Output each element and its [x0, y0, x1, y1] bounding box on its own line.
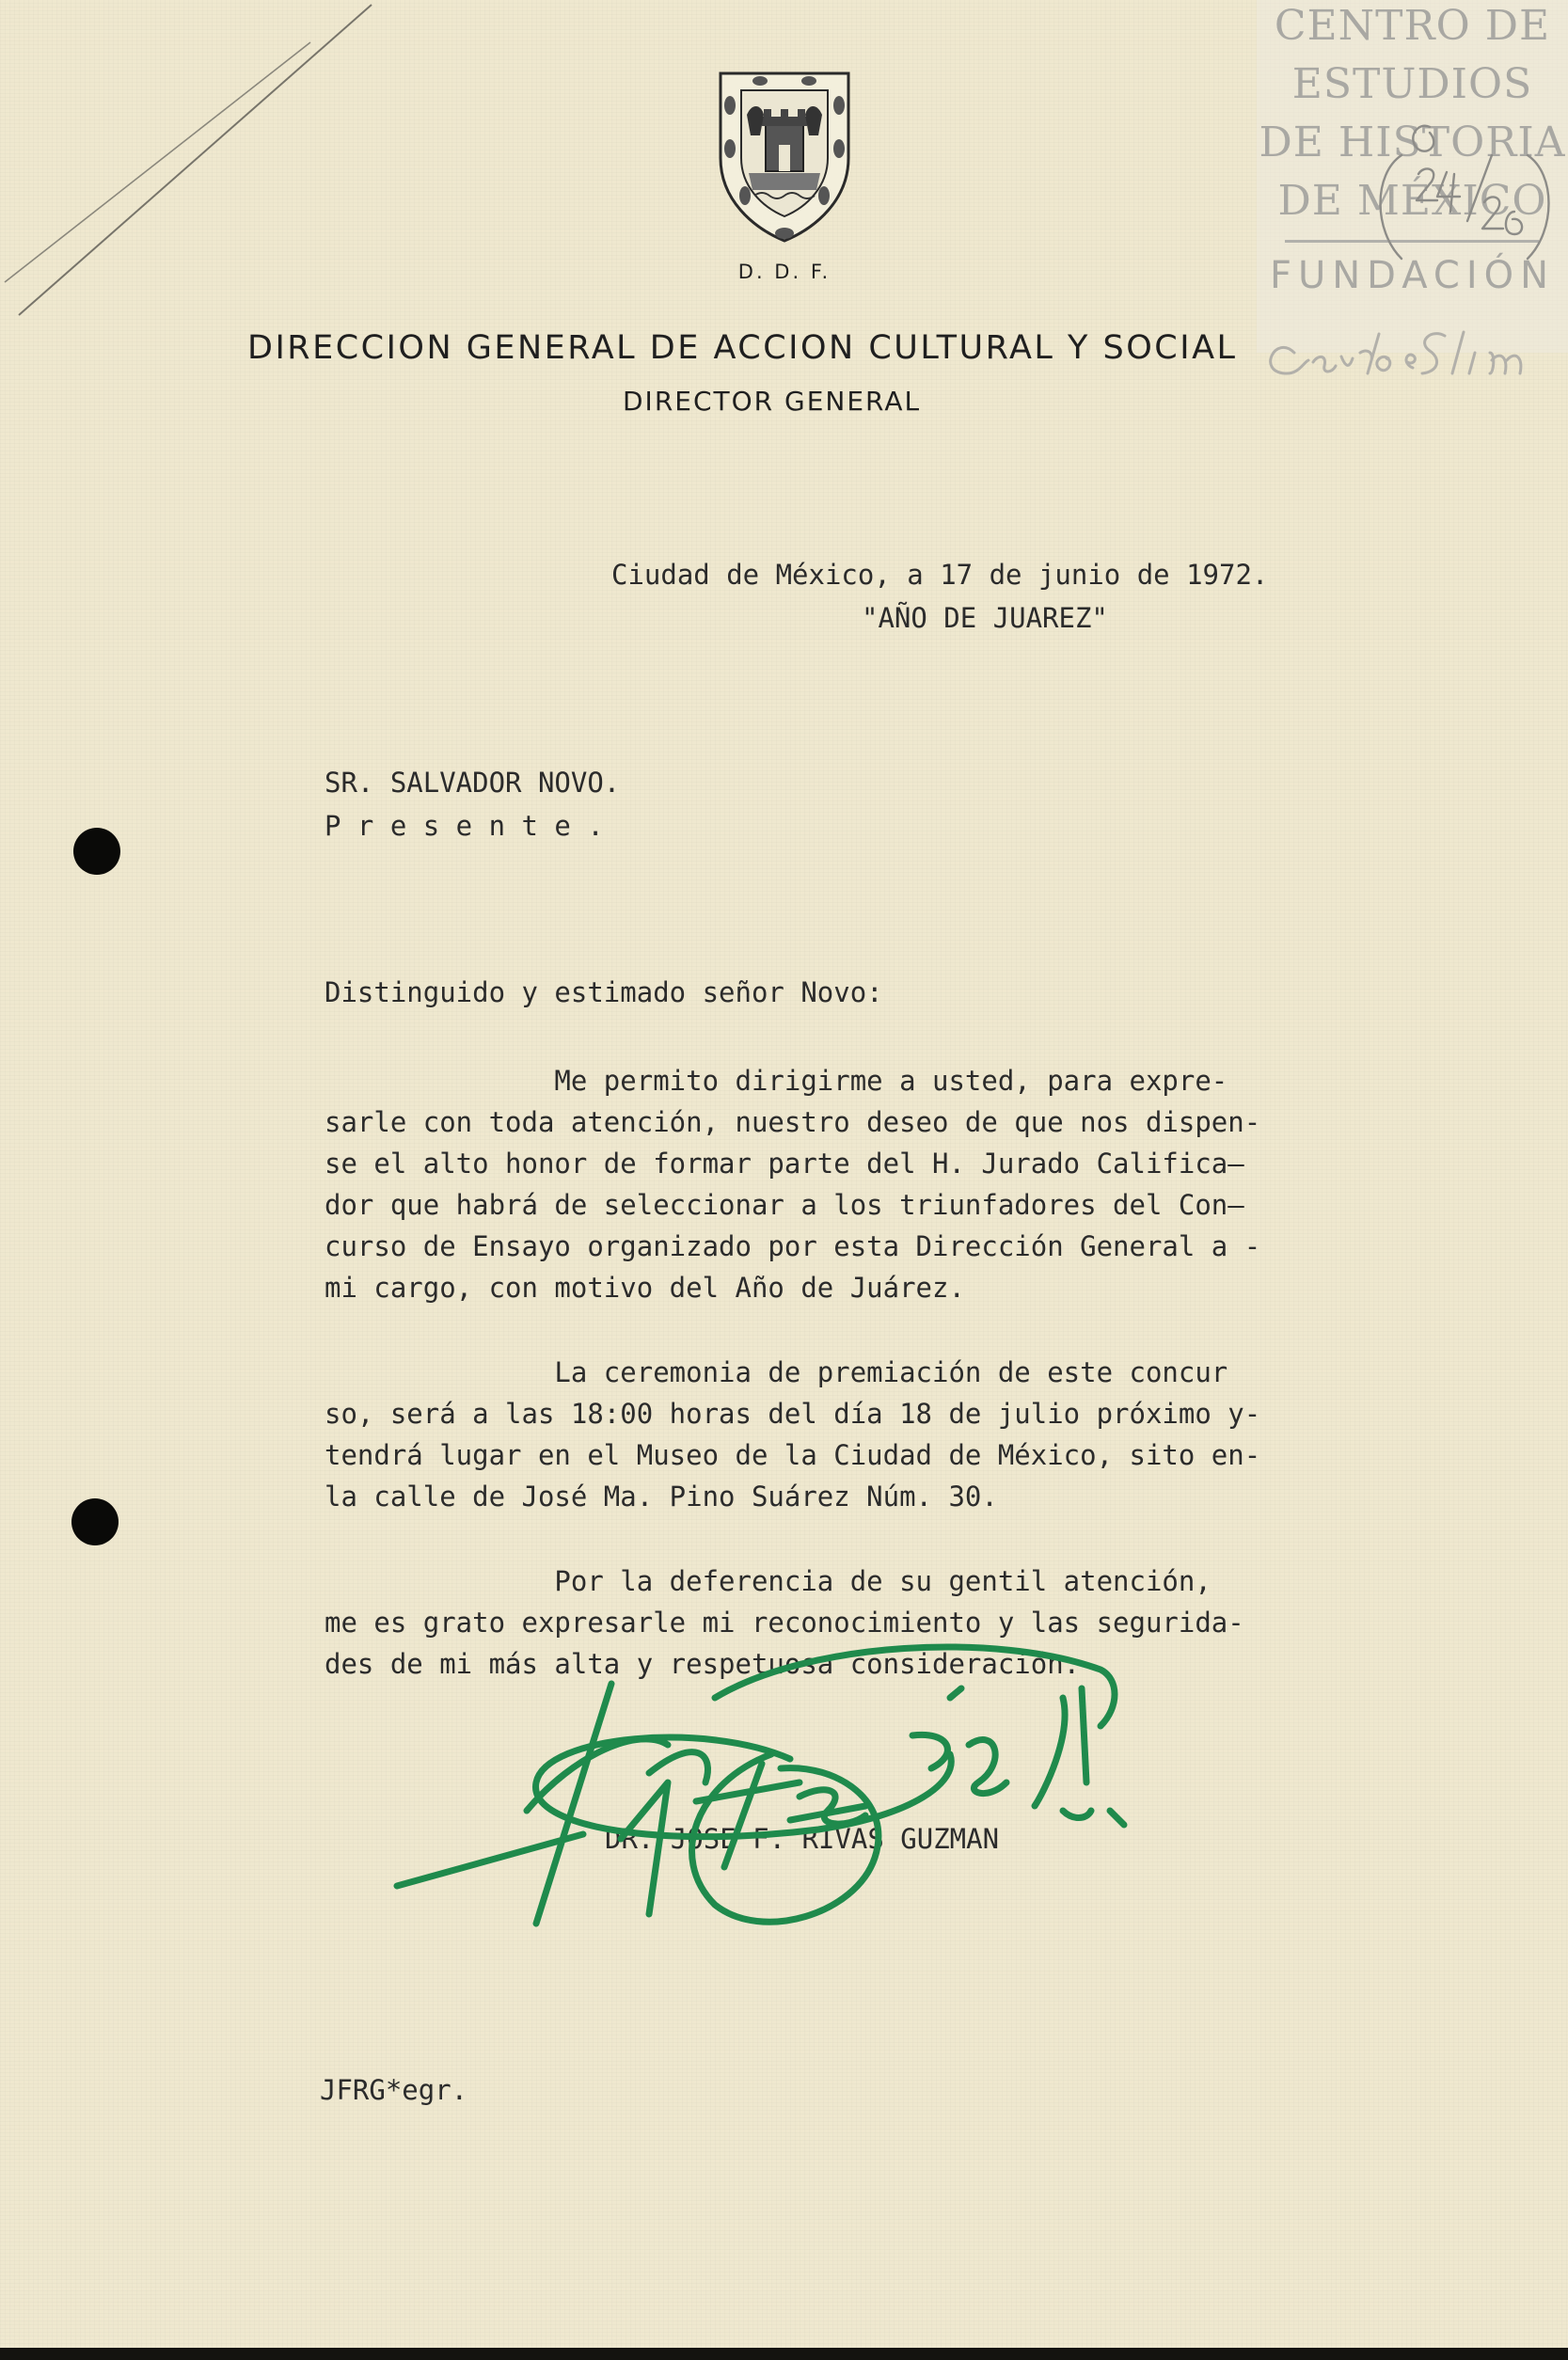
punch-hole-top [73, 828, 120, 875]
directorate-title: DIRECCION GENERAL DE ACCION CULTURAL Y SOCIAL [247, 329, 1238, 367]
paragraph3-line-1: Por la deferencia de su gentil atención, [325, 1565, 1212, 1597]
directorate-subtitle: DIRECTOR GENERAL [623, 386, 922, 417]
paragraph3-line-2: me es grato expresarle mi reconocimiento y las segurida- [325, 1607, 1244, 1639]
recipient-name: SR. SALVADOR NOVO. [325, 767, 621, 799]
paragraph2-line-3: tendrá lugar en el Museo de la Ciudad de México, sito en- [325, 1439, 1261, 1471]
paragraph1-line-2: sarle con toda atención, nuestro deseo de que nos dispen- [325, 1106, 1261, 1138]
paragraph1-line-1: Me permito dirigirme a usted, para expre- [325, 1065, 1228, 1097]
stamp-line-3: DE HISTORIA [1259, 119, 1566, 166]
punch-hole-bottom [71, 1498, 119, 1545]
paragraph1-line-4: dor que habrá de seleccionar a los triunfadores del Con— [325, 1189, 1244, 1221]
agency-abbreviation: D. D. F. [737, 261, 832, 283]
salutation: Distinguido y estimado señor Novo: [325, 976, 883, 1008]
stamp-line-4: DE MÉXICO [1277, 177, 1547, 225]
paragraph2-line-2: so, será a las 18:00 horas del día 18 de julio próximo y- [325, 1398, 1261, 1430]
pencil-marks [0, 0, 414, 339]
paragraph1-line-6: mi cargo, con motivo del Año de Juárez. [325, 1272, 965, 1304]
page-bottom-edge [0, 2348, 1568, 2360]
carlos-slim-signature-logo [1257, 315, 1568, 400]
handwritten-signature [386, 1641, 1195, 1952]
paragraph1-line-3: se el alto honor de formar parte del H. Jurado Califica— [325, 1148, 1244, 1180]
place-date: Ciudad de México, a 17 de junio de 1972. [611, 559, 1269, 591]
coat-of-arms-icon [713, 68, 856, 246]
paragraph2-line-4: la calle de José Ma. Pino Suárez Núm. 30. [325, 1481, 998, 1513]
pencil-note [1326, 89, 1552, 268]
stamp-line-2: ESTUDIOS [1291, 60, 1533, 108]
year-motto: "AÑO DE JUAREZ" [862, 602, 1108, 634]
paragraph2-line-1: La ceremonia de premiación de este concur [325, 1356, 1228, 1388]
paragraph1-line-5: curso de Ensayo organizado por esta Dirección General a - [325, 1230, 1261, 1262]
signatory-name: DR. JOSE F. RIVAS GUZMAN [605, 1823, 1000, 1855]
presente-line: P r e s e n t e . [325, 810, 604, 842]
paragraph3-line-3: des de mi más alta y respetuosa consideración. [325, 1648, 1081, 1680]
stamp-line-5: FUNDACIÓN [1269, 254, 1556, 297]
stamp-line-1: CENTRO DE [1274, 2, 1551, 50]
typist-initials: JFRG*egr. [320, 2074, 468, 2106]
